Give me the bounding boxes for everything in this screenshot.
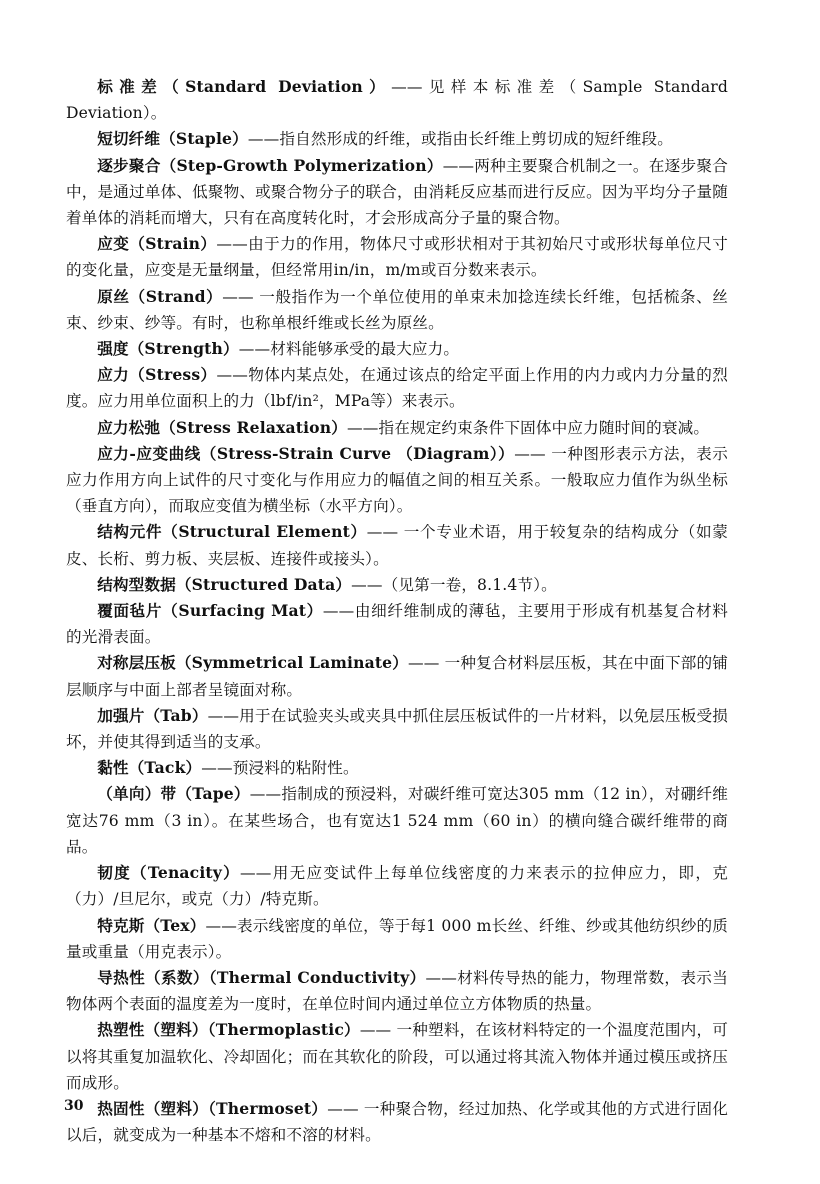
glossary-entry-symmetrical-laminate	[66, 650, 728, 702]
entry-definition: —— 一种复合材料层压板，其在中面下部的铺层顺序与中面上部者呈镜面对称。	[66, 654, 728, 699]
entry-definition: —— 一个专业术语，用于较复杂的结构成分（如蒙皮、长桁、剪力板、夹层板、连接件或接头）。	[66, 523, 728, 568]
entry-term: 原丝（Strand）	[97, 286, 223, 306]
glossary-entry-staple	[66, 126, 728, 152]
entry-definition: —— 一种聚合物，经过加热、化学或其他的方式进行固化以后，就变成为一种基本不熔和不溶的材料。	[66, 1099, 728, 1145]
glossary-entry-stress-strain-curve	[66, 441, 728, 520]
entry-definition: ——用于在试验夹头或夹具中抓住层压板试件的一片材料，以免层压板受损坏，并使其得到适当的支承。	[66, 706, 728, 752]
entry-term: 逐步聚合（Step-Growth Polymerization）	[97, 155, 443, 175]
entry-term: 覆面毡片（Surfacing Mat）	[97, 601, 323, 621]
glossary-entry-tex	[66, 913, 728, 965]
entry-definition: ——表示线密度的单位，等于每1 000 m长丝、纤维、纱或其他纺织纱的质量或重量（用克表示）。	[66, 916, 728, 961]
entry-definition: ——两种主要聚合机制之一。在逐步聚合中，是通过单体、低聚物、或聚合物分子的联合，由消耗反应基而进行反应。因为平均分子量随着单体的消耗而增大，只有在高度转化时，才会形成高分子量的聚合物。	[66, 156, 729, 228]
entry-definition: ——指自然形成的纤维，或指由长纤维上剪切成的短纤维段。	[247, 130, 673, 149]
entry-term: 加强片（Tab）	[97, 705, 208, 725]
glossary-entry-tape	[66, 781, 728, 860]
entry-term: 应力（Stress）	[97, 365, 217, 385]
entry-term: 标准差（Standard Deviation）	[97, 77, 392, 96]
glossary-entry-strand	[66, 284, 728, 336]
page-number: 30	[64, 1098, 84, 1114]
entry-definition: —— 一种图形表示方法，表示应力作用方向上试件的尺寸变化与作用应力的幅值之间的相互关系。一般取应力值作为纵坐标（垂直方向），而取应变值为横坐标（水平方向）。	[66, 444, 728, 516]
glossary-entry-thermal-conductivity	[66, 965, 728, 1017]
entry-definition: ——材料能够承受的最大应力。	[238, 340, 460, 359]
entry-definition: ——指制成的预浸料，对碳纤维可宽达305 mm（12 in），对硼纤维宽达76 mm（3 in）。在某些场合，也有宽达1 524 mm（60 in）的横向缝合碳纤维带的商品。	[66, 785, 728, 856]
entry-term: 热塑性（塑料）（Thermoplastic）	[97, 1020, 360, 1040]
entry-definition: —— 一般指作为一个单位使用的单束未加捻连续长纤维，包括梳条、丝束、纱束、纱等。有时，也称单根纤维或长丝为原丝。	[66, 287, 728, 332]
entry-term: 应力-应变曲线（Stress-Strain Curve （Diagram））	[97, 443, 515, 463]
entry-definition: ——预浸料的粘附性。	[201, 759, 359, 778]
entry-definition: —— 一种塑料，在该材料特定的一个温度范围内，可以将其重复加温软化、冷却固化；而在其软化的阶段，可以通过将其流入物体并通过模压或挤压而成形。	[66, 1021, 728, 1092]
entry-definition: ——（见第一卷，8.1.4节）。	[351, 575, 557, 594]
glossary-entry-structural-element	[66, 519, 728, 571]
entry-definition: ——材料传导热的能力，物理常数，表示当物体两个表面的温度差为一度时，在单位时间内通过单位立方体物质的热量。	[66, 968, 728, 1014]
entry-term: 短切纤维（Staple）	[97, 129, 248, 149]
entry-term: 结构元件（Structural Element）	[97, 522, 367, 542]
entry-definition: ——由细纤维制成的薄毡，主要用于形成有机基复合材料的光滑表面。	[66, 602, 728, 647]
glossary-entry-stress	[66, 362, 728, 414]
glossary-entry-standard-deviation	[66, 74, 728, 126]
glossary-entry-strength	[66, 336, 728, 362]
entry-term: 导热性（系数）（Thermal Conductivity）	[97, 967, 426, 987]
entry-term: 黏性（Tack）	[97, 758, 202, 778]
entry-term: 强度（Strength）	[97, 339, 239, 359]
glossary-entry-step-growth-polymerization	[66, 153, 728, 232]
entry-term: 热固性（塑料）（Thermoset）	[97, 1098, 328, 1118]
entry-term: 结构型数据（Structured Data）	[97, 574, 352, 594]
glossary-entry-thermoplastic	[66, 1017, 728, 1096]
glossary-entry-structured-data	[66, 572, 728, 598]
glossary-body	[66, 74, 728, 1148]
entry-definition: ——见样本标准差（Sample Standard Deviation）。	[66, 78, 729, 123]
glossary-entry-surfacing-mat	[66, 598, 728, 650]
entry-term: 应变（Strain）	[97, 234, 217, 254]
entry-term: 韧度（Tenacity）	[97, 863, 241, 883]
glossary-entry-tack	[66, 755, 728, 781]
glossary-entry-tab	[66, 703, 728, 755]
glossary-entry-strain	[66, 231, 728, 283]
entry-definition: ——由于力的作用，物体尺寸或形状相对于其初始尺寸或形状每单位尺寸的变化量，应变是无量纲量，但经常用in/in，m/m或百分数来表示。	[66, 235, 728, 280]
glossary-entry-tenacity	[66, 860, 728, 912]
entry-term: 对称层压板（Symmetrical Laminate）	[97, 653, 408, 673]
entry-definition: ——物体内某点处，在通过该点的给定平面上作用的内力或内力分量的烈度。应力用单位面积上的力（lbf/in²，MPa等）来表示。	[66, 366, 728, 411]
entry-term: 特克斯（Tex）	[97, 915, 206, 935]
entry-term: （单向）带（Tape）	[97, 784, 250, 804]
entry-definition: ——指在规定约束条件下固体中应力随时间的衰减。	[346, 418, 710, 437]
glossary-entry-thermoset	[66, 1096, 728, 1148]
entry-definition: ——用无应变试件上每单位线密度的力来表示的拉伸应力，即，克（力）/旦尼尔，或克（力）/特克斯。	[66, 864, 728, 909]
entry-term: 应力松弛（Stress Relaxation）	[97, 417, 347, 437]
glossary-entry-stress-relaxation	[66, 415, 728, 441]
